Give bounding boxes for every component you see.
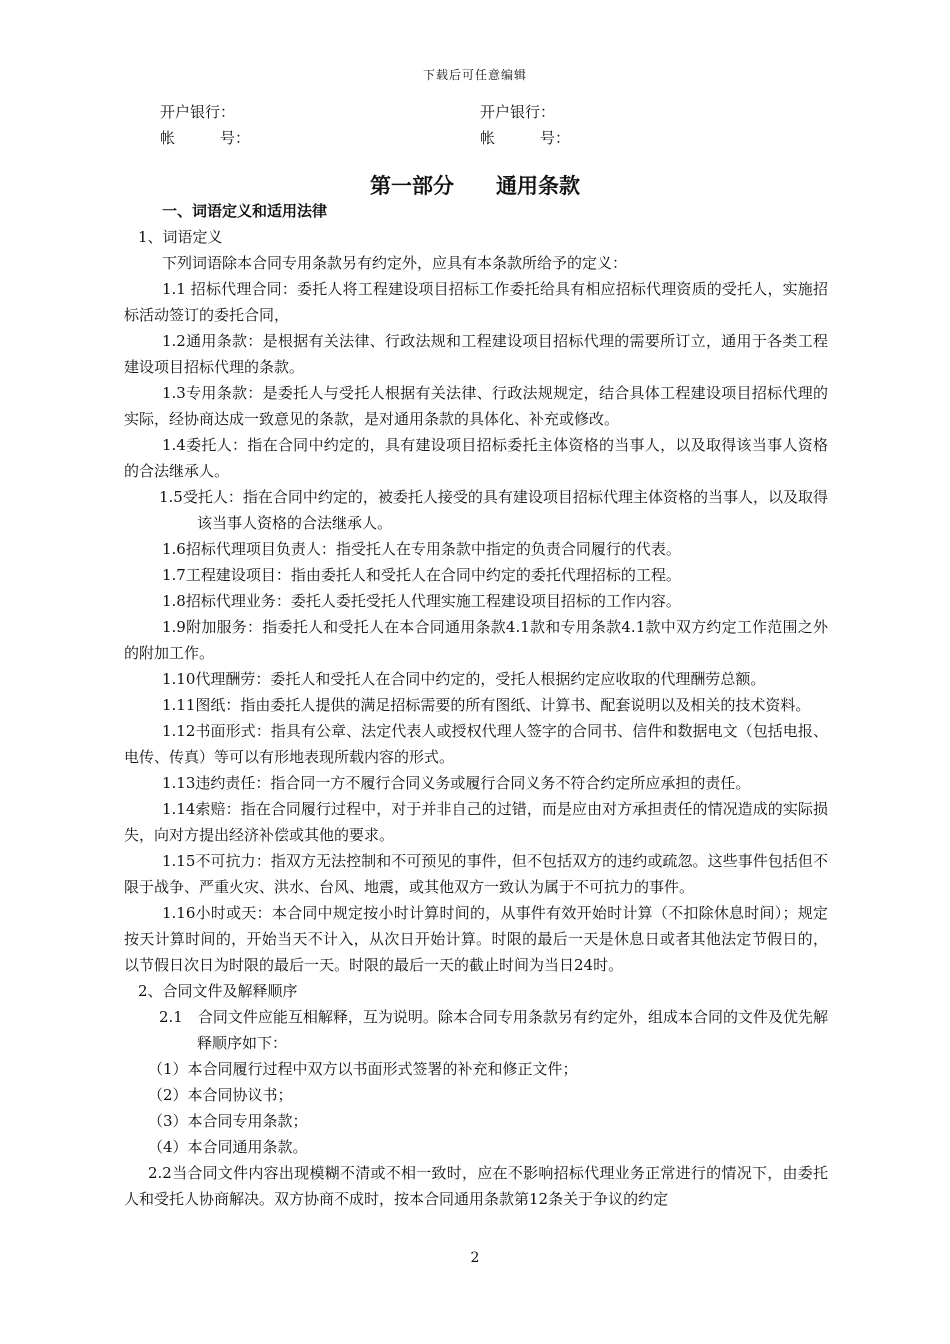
subsection-title-2: 2、合同文件及解释顺序 — [138, 982, 298, 1000]
subsection-title: 1、词语定义 — [138, 228, 223, 246]
definition-1-6: 1.6招标代理项目负责人：指受托人在专用条款中指定的负责合同履行的代表。 — [162, 540, 681, 558]
bank-info-block — [160, 99, 800, 151]
left-account-label: 帐 号： — [160, 129, 251, 147]
definition-1-4: 1.4委托人：指在合同中约定的，具有建设项目招标委托主体资格的当事人，以及取得该当事人资格的合法继承人。 — [124, 436, 828, 480]
part-title: 第一部分 通用条款 — [370, 173, 580, 198]
definition-1-8: 1.8招标代理业务：委托人委托受托人代理实施工程建设项目招标的工作内容。 — [162, 592, 681, 610]
bank-row — [160, 99, 800, 125]
definition-1-15: 1.15不可抗力：指双方无法控制和不可预见的事件，但不包括双方的违约或疏忽。这些事件包括但不限于战争、严重火灾、洪水、台风、地震，或其他双方一致认为属于不可抗力的事件。 — [124, 852, 828, 896]
document-order-item: （2）本合同协议书； — [148, 1086, 293, 1104]
definition-1-11: 1.11图纸：指由委托人提供的满足招标需要的所有图纸、计算书、配套说明以及相关的技术资料。 — [162, 696, 811, 714]
clause-2-1: 2.1 合同文件应能互相解释，互为说明。除本合同专用条款另有约定外，组成本合同的文件及优先解释顺序如下： — [159, 1008, 828, 1052]
definition-1-12: 1.12书面形式：指具有公章、法定代表人或授权代理人签字的合同书、信件和数据电文（包括电报、电传、传真）等可以有形地表现所载内容的形式。 — [124, 722, 828, 766]
right-bank-label: 开户银行： — [480, 103, 556, 121]
document-body — [124, 198, 828, 1212]
page-header-note: 下载后可任意编辑 — [422, 68, 527, 82]
definition-1-14: 1.14索赔：指在合同履行过程中，对于并非自己的过错，而是应由对方承担责任的情况造成的实际损失，向对方提出经济补偿或其他的要求。 — [124, 800, 828, 844]
definition-1-5: 1.5受托人：指在合同中约定的，被委托人接受的具有建设项目招标代理主体资格的当事人，以及取得该当事人资格的合法继承人。 — [159, 488, 828, 532]
account-row — [160, 125, 800, 151]
left-bank-label: 开户银行： — [160, 103, 236, 121]
document-order-item: （3）本合同专用条款； — [148, 1112, 308, 1130]
definition-1-2: 1.2通用条款：是根据有关法律、行政法规和工程建设项目招标代理的需要所订立，通用于各类工程建设项目招标代理的条款。 — [124, 332, 828, 376]
definition-1-9: 1.9附加服务：指委托人和受托人在本合同通用条款4.1款和专用条款4.1款中双方约定工作范围之外的附加工作。 — [124, 618, 828, 662]
page-number: 2 — [470, 1250, 480, 1266]
definition-1-10: 1.10代理酬劳：委托人和受托人在合同中约定的，受托人根据约定应收取的代理酬劳总额。 — [162, 670, 766, 688]
definition-1-3: 1.3专用条款：是委托人与受托人根据有关法律、行政法规规定，结合具体工程建设项目招标代理的实际，经协商达成一致意见的条款，是对通用条款的具体化、补充或修改。 — [124, 384, 828, 428]
clause-2-2: 2.2当合同文件内容出现模糊不清或不相一致时，应在不影响招标代理业务正常进行的情况下，由委托人和受托人协商解决。双方协商不成时，按本合同通用条款第12条关于争议的约定 — [124, 1164, 828, 1208]
definition-1-7: 1.7工程建设项目：指由委托人和受托人在合同中约定的委托代理招标的工程。 — [162, 566, 681, 584]
right-account-label: 帐 号： — [480, 129, 571, 147]
document-order-item: （4）本合同通用条款。 — [148, 1138, 308, 1156]
section-title: 一、词语定义和适用法律 — [162, 202, 328, 220]
definitions-intro: 下列词语除本合同专用条款另有约定外，应具有本条款所给予的定义： — [162, 254, 628, 272]
definition-1-16: 1.16小时或天：本合同中规定按小时计算时间的，从事件有效开始时计算（不扣除休息时间）；规定按天计算时间的，开始当天不计入，从次日开始计算。时限的最后一天是休息日或者其他法定节假日的，以节假日次日为时限的最后一天。时限的最后一天的截止时间为当日24时。 — [124, 904, 828, 974]
definition-1-13: 1.13违约责任：指合同一方不履行合同义务或履行合同义务不符合约定所应承担的责任。 — [162, 774, 751, 792]
document-order-item: （1）本合同履行过程中双方以书面形式签署的补充和修正文件； — [148, 1060, 578, 1078]
definition-1-1: 1.1 招标代理合同：委托人将工程建设项目招标工作委托给具有相应招标代理资质的受托人，实施招标活动签订的委托合同， — [124, 280, 828, 324]
